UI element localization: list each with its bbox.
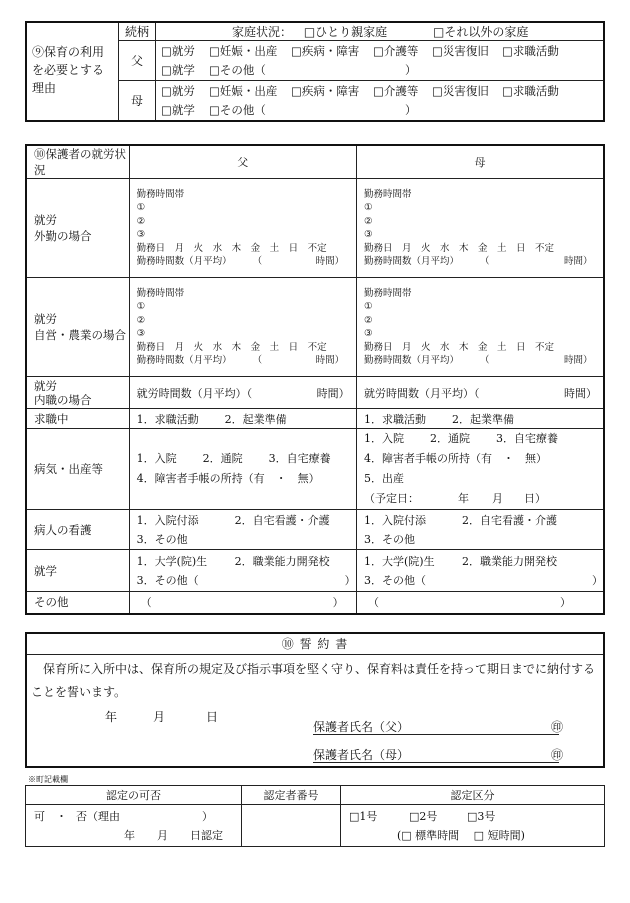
mother-reasons-row2 bbox=[161, 101, 603, 120]
reason-care-checkbox[interactable]: □介護等 bbox=[373, 43, 419, 58]
category-header: 認定区分 bbox=[341, 786, 605, 805]
workdays-row bbox=[364, 242, 603, 256]
workdays-label: 勤務日 bbox=[136, 242, 166, 254]
day-thu[interactable]: 木 bbox=[231, 341, 242, 353]
close-paren: ） bbox=[560, 596, 571, 610]
category-cell[interactable] bbox=[341, 805, 605, 847]
illness-options-row bbox=[364, 429, 603, 449]
hours-slot-3[interactable]: ③ bbox=[136, 328, 146, 339]
reason-care-checkbox[interactable]: □介護等 bbox=[373, 83, 419, 98]
home-rest-option[interactable]: 3．自宅療養 bbox=[268, 452, 331, 465]
day-thu[interactable]: 木 bbox=[231, 242, 242, 254]
care-other-option[interactable]: 3．その他 bbox=[364, 532, 415, 546]
home-hours-label: 就労時間数（月平均）（ bbox=[364, 386, 480, 400]
separator-dot: ・ bbox=[56, 809, 67, 823]
workdays-label: 勤務日 bbox=[364, 242, 393, 254]
day-sun[interactable]: 日 bbox=[288, 341, 299, 353]
seal-icon: ㊞ bbox=[550, 720, 563, 734]
close-paren: ） bbox=[592, 573, 603, 587]
row-label-line: 就労 bbox=[34, 312, 57, 326]
monthly-hours-label: 勤務時間数（月平均） bbox=[136, 256, 232, 267]
row-label-line: 就労 bbox=[34, 213, 57, 227]
father-label: 父 bbox=[119, 41, 156, 81]
hours-slot-1[interactable]: ① bbox=[364, 301, 373, 312]
mother-column-header: 母 bbox=[357, 145, 605, 179]
father-reasons-row1 bbox=[161, 42, 603, 61]
row-label-outside-work bbox=[26, 179, 129, 278]
section9-table bbox=[25, 21, 605, 122]
workdays-label: 勤務日 bbox=[136, 341, 166, 353]
day-mon[interactable]: 月 bbox=[174, 341, 185, 353]
home-hours-label: 就労時間数（月平均）（ bbox=[136, 386, 253, 400]
hours-slot-3[interactable]: ③ bbox=[364, 229, 373, 240]
day-sat[interactable]: 土 bbox=[497, 341, 507, 353]
home-nursing-option[interactable]: 2．自宅看護・介護 bbox=[234, 513, 330, 527]
father-illness-cell[interactable] bbox=[129, 429, 356, 510]
pledge-month[interactable]: 月 bbox=[153, 710, 166, 724]
disability-card-option[interactable]: 4．障害者手帳の所持（有 ・ 無） bbox=[364, 452, 547, 465]
mother-label: 母 bbox=[119, 81, 156, 121]
row-label-line: 就労 bbox=[34, 378, 57, 393]
close-paren: ） bbox=[405, 62, 417, 77]
guardian-mother-label: 保護者氏名（母） bbox=[313, 748, 410, 762]
day-fri[interactable]: 金 bbox=[478, 242, 488, 254]
reason-disaster-checkbox[interactable]: □災害復旧 bbox=[432, 83, 489, 98]
category-1-checkbox[interactable]: □1号 bbox=[349, 809, 378, 823]
row-label-home-work bbox=[26, 377, 129, 409]
outpatient-option[interactable]: 2．通院 bbox=[202, 452, 243, 465]
reason-illness-checkbox[interactable]: □疾病・障害 bbox=[291, 43, 360, 58]
approval-cell[interactable] bbox=[26, 805, 242, 847]
day-wed[interactable]: 水 bbox=[440, 242, 450, 254]
section9-title-line: 理由 bbox=[32, 81, 57, 95]
row-label-jobhunt: 求職中 bbox=[26, 409, 129, 429]
open-paren: （ bbox=[252, 256, 263, 267]
hours-band-label: 勤務時間帯 bbox=[364, 287, 412, 299]
certifier-number-header: 認定者番号 bbox=[242, 786, 341, 805]
day-wed[interactable]: 水 bbox=[212, 341, 223, 353]
mother-reasons-row1 bbox=[161, 82, 603, 101]
hours-close: 時間） bbox=[564, 355, 593, 366]
row-label-line: 外勤の場合 bbox=[34, 229, 92, 243]
reason-illness-checkbox[interactable]: □疾病・障害 bbox=[291, 83, 360, 98]
reason-disaster-checkbox[interactable]: □災害復旧 bbox=[432, 43, 489, 58]
pledge-day[interactable]: 日 bbox=[206, 710, 219, 724]
day-sun[interactable]: 日 bbox=[516, 341, 526, 353]
day-mon[interactable]: 月 bbox=[174, 242, 185, 254]
office-note: ※町記載欄 bbox=[28, 775, 68, 784]
open-paren: （ bbox=[140, 596, 152, 610]
due-date-label: （予定日： bbox=[364, 492, 419, 505]
day-thu[interactable]: 木 bbox=[459, 242, 469, 254]
open-paren: （ bbox=[480, 355, 490, 366]
monthly-hours-label: 勤務時間数（月平均） bbox=[364, 355, 460, 366]
mother-study-cell[interactable] bbox=[357, 550, 605, 592]
due-date-day[interactable]: 日） bbox=[524, 492, 546, 505]
hospitalized-option[interactable]: 1．入院 bbox=[364, 432, 404, 445]
due-date-month[interactable]: 月 bbox=[492, 492, 503, 505]
section10-table bbox=[25, 144, 605, 615]
reason-jobhunt-checkbox[interactable]: □求職活動 bbox=[502, 43, 559, 58]
reason-pregnancy-checkbox[interactable]: □妊娠・出産 bbox=[209, 83, 278, 98]
reason-jobhunt-checkbox[interactable]: □求職活動 bbox=[502, 83, 559, 98]
workdays-row bbox=[137, 242, 356, 256]
family-status-label: 家庭状況： bbox=[232, 25, 293, 40]
close-paren: ） bbox=[344, 573, 356, 587]
day-mon[interactable]: 月 bbox=[402, 242, 412, 254]
reason-pregnancy-checkbox[interactable]: □妊娠・出産 bbox=[209, 43, 278, 58]
father-column-header: 父 bbox=[129, 145, 356, 179]
day-irregular[interactable]: 不定 bbox=[307, 242, 327, 254]
close-paren: ） bbox=[202, 809, 213, 823]
father-home-work-cell[interactable] bbox=[129, 377, 356, 409]
monthly-hours-row bbox=[364, 255, 603, 269]
day-irregular[interactable]: 不定 bbox=[535, 242, 555, 254]
startup-option[interactable]: 2．起業準備 bbox=[452, 412, 514, 426]
reason-other-checkbox[interactable]: □その他（ bbox=[209, 102, 266, 117]
hours-slot-1[interactable]: ① bbox=[136, 202, 146, 213]
father-study-cell[interactable] bbox=[129, 550, 356, 592]
vocational-school-option[interactable]: 2．職業能力開発校 bbox=[234, 554, 330, 568]
approval-header: 認定の可否 bbox=[26, 786, 242, 805]
office-table bbox=[25, 785, 605, 847]
mother-self-employed-cell[interactable] bbox=[357, 278, 605, 377]
family-status-row bbox=[156, 22, 605, 41]
day-thu[interactable]: 木 bbox=[459, 341, 469, 353]
due-date-year[interactable]: 年 bbox=[458, 492, 469, 505]
hours-slot-1[interactable]: ① bbox=[364, 202, 373, 213]
university-option[interactable]: 1．大学(院)生 bbox=[364, 554, 435, 568]
guardian-mother-line[interactable] bbox=[313, 746, 563, 763]
mother-other-cell[interactable] bbox=[357, 592, 605, 614]
day-sat[interactable]: 土 bbox=[269, 341, 280, 353]
disability-card-option[interactable]: 4．障害者手帳の所持（有 ・ 無） bbox=[136, 472, 320, 485]
mother-reasons bbox=[156, 81, 605, 121]
mother-care-cell[interactable] bbox=[357, 510, 605, 550]
study-other-option[interactable]: 3．その他（ bbox=[364, 573, 426, 587]
row-label-line: 内職の場合 bbox=[34, 392, 92, 407]
guardian-father-label: 保護者氏名（父） bbox=[313, 720, 410, 734]
row-label-other: その他 bbox=[26, 592, 129, 614]
university-option[interactable]: 1．大学(院)生 bbox=[136, 554, 208, 568]
section9-title bbox=[26, 22, 119, 121]
reason-other-checkbox[interactable]: □その他（ bbox=[209, 62, 266, 77]
pledge-year[interactable]: 年 bbox=[105, 710, 118, 724]
hours-slot-3[interactable]: ③ bbox=[364, 328, 373, 339]
father-other-cell[interactable] bbox=[129, 592, 356, 614]
pledge-text: 保育所に入所中は、保育所の規定及び指示事項を堅く守り、保育料は責任を持って期日までに納付することを誓います。 bbox=[31, 662, 596, 699]
day-tue[interactable]: 火 bbox=[421, 242, 431, 254]
day-fri[interactable]: 金 bbox=[250, 341, 261, 353]
mother-jobhunt-cell[interactable] bbox=[357, 409, 605, 429]
single-parent-checkbox[interactable]: □ひとり親家庭 bbox=[303, 25, 388, 40]
day-tue[interactable]: 火 bbox=[193, 341, 204, 353]
home-rest-option[interactable]: 3．自宅療養 bbox=[496, 432, 558, 445]
hours-band-label: 勤務時間帯 bbox=[364, 188, 412, 200]
childbirth-option[interactable]: 5．出産 bbox=[364, 472, 404, 485]
hours-close: 時間） bbox=[315, 355, 345, 366]
mother-illness-cell[interactable] bbox=[357, 429, 605, 510]
seal-icon: ㊞ bbox=[550, 748, 563, 762]
illness-options-row bbox=[137, 449, 356, 469]
category-3-checkbox[interactable]: □3号 bbox=[467, 809, 496, 823]
row-label-self-employed bbox=[26, 278, 129, 377]
father-reasons bbox=[156, 41, 605, 81]
reason-study-checkbox[interactable]: □就学 bbox=[161, 102, 195, 117]
father-reasons-row2 bbox=[161, 61, 603, 80]
hours-close: 時間） bbox=[564, 386, 597, 400]
hours-slot-3[interactable]: ③ bbox=[136, 229, 146, 240]
workdays-row bbox=[137, 341, 356, 355]
home-nursing-option[interactable]: 2．自宅看護・介護 bbox=[462, 513, 557, 527]
day-irregular[interactable]: 不定 bbox=[307, 341, 327, 353]
other-family-checkbox[interactable]: □それ以外の家庭 bbox=[433, 25, 529, 40]
father-care-cell[interactable] bbox=[129, 510, 356, 550]
jobhunt-option[interactable]: 1．求職活動 bbox=[364, 412, 426, 426]
day-tue[interactable]: 火 bbox=[421, 341, 431, 353]
hospitalized-option[interactable]: 1．入院 bbox=[136, 452, 177, 465]
hours-slot-2[interactable]: ② bbox=[364, 314, 373, 326]
day-irregular[interactable]: 不定 bbox=[535, 341, 555, 353]
day-sat[interactable]: 土 bbox=[269, 242, 280, 254]
mother-outside-work-cell[interactable] bbox=[357, 179, 605, 278]
hours-band-label: 勤務時間帯 bbox=[136, 287, 185, 299]
day-mon[interactable]: 月 bbox=[402, 341, 412, 353]
monthly-hours-row bbox=[137, 354, 356, 368]
monthly-hours-label: 勤務時間数（月平均） bbox=[136, 355, 232, 366]
category-2-checkbox[interactable]: □2号 bbox=[409, 809, 438, 823]
day-sun[interactable]: 日 bbox=[516, 242, 526, 254]
day-wed[interactable]: 水 bbox=[440, 341, 450, 353]
pledge-date[interactable] bbox=[105, 708, 218, 725]
outpatient-option[interactable]: 2．通院 bbox=[430, 432, 470, 445]
hours-close: 時間） bbox=[316, 386, 350, 400]
reason-work-checkbox[interactable]: □就労 bbox=[161, 43, 195, 58]
due-date-row bbox=[364, 489, 603, 509]
reason-study-checkbox[interactable]: □就学 bbox=[161, 62, 195, 77]
monthly-hours-row bbox=[364, 354, 603, 368]
day-tue[interactable]: 火 bbox=[193, 242, 204, 254]
reason-work-checkbox[interactable]: □就労 bbox=[161, 83, 195, 98]
open-paren: （ bbox=[252, 355, 263, 366]
startup-option[interactable]: 2．起業準備 bbox=[224, 412, 287, 426]
section10-title: ⑩保護者の就労状況 bbox=[26, 145, 129, 179]
certifier-number-cell[interactable] bbox=[242, 805, 341, 847]
jobhunt-option[interactable]: 1．求職活動 bbox=[136, 412, 199, 426]
study-other-option[interactable]: 3．その他（ bbox=[136, 573, 199, 587]
father-jobhunt-cell[interactable] bbox=[129, 409, 356, 429]
close-paren: ） bbox=[405, 102, 417, 117]
hours-slot-1[interactable]: ① bbox=[136, 301, 146, 312]
section9-title-line: を必要とする bbox=[32, 63, 105, 77]
approve-option[interactable]: 可 bbox=[34, 809, 45, 823]
hours-slot-2[interactable]: ② bbox=[136, 314, 146, 326]
hours-slot-2[interactable]: ② bbox=[136, 215, 146, 227]
certification-date[interactable]: 年 月 日認定 bbox=[124, 828, 223, 842]
close-paren: ） bbox=[332, 596, 344, 610]
day-sun[interactable]: 日 bbox=[288, 242, 299, 254]
relation-header: 続柄 bbox=[119, 22, 156, 41]
hours-close: 時間） bbox=[315, 256, 345, 267]
care-hours-options[interactable]: (□ 標準時間 □ 短時間) bbox=[397, 828, 525, 842]
row-label-care: 病人の看護 bbox=[26, 510, 129, 550]
pledge-box bbox=[25, 632, 605, 768]
workdays-row bbox=[364, 341, 603, 355]
day-sat[interactable]: 土 bbox=[497, 242, 507, 254]
open-paren: （ bbox=[480, 256, 490, 267]
hours-close: 時間） bbox=[564, 256, 593, 267]
section9-title-line: ⑨保育の利用 bbox=[32, 45, 105, 59]
row-label-line: 自営・農業の場合 bbox=[34, 328, 126, 342]
open-paren: （ bbox=[368, 596, 379, 610]
guardian-father-line[interactable] bbox=[313, 718, 563, 735]
father-outside-work-cell[interactable] bbox=[129, 179, 356, 278]
pledge-title: ⑩ 誓 約 書 bbox=[27, 634, 603, 655]
hospital-attendance-option[interactable]: 1．入院付添 bbox=[364, 513, 426, 527]
day-wed[interactable]: 水 bbox=[212, 242, 223, 254]
father-self-employed-cell[interactable] bbox=[129, 278, 356, 377]
hours-band-label: 勤務時間帯 bbox=[136, 188, 185, 200]
mother-home-work-cell[interactable] bbox=[357, 377, 605, 409]
vocational-school-option[interactable]: 2．職業能力開発校 bbox=[462, 554, 557, 568]
row-label-study: 就学 bbox=[26, 550, 129, 592]
row-label-illness: 病気・出産等 bbox=[26, 429, 129, 510]
hospital-attendance-option[interactable]: 1．入院付添 bbox=[136, 513, 199, 527]
workdays-label: 勤務日 bbox=[364, 341, 393, 353]
reject-option[interactable]: 否（理由 bbox=[76, 809, 120, 823]
monthly-hours-row bbox=[137, 255, 356, 269]
care-other-option[interactable]: 3．その他 bbox=[136, 532, 188, 546]
hours-slot-2[interactable]: ② bbox=[364, 215, 373, 227]
monthly-hours-label: 勤務時間数（月平均） bbox=[364, 256, 460, 267]
day-fri[interactable]: 金 bbox=[478, 341, 488, 353]
day-fri[interactable]: 金 bbox=[250, 242, 261, 254]
